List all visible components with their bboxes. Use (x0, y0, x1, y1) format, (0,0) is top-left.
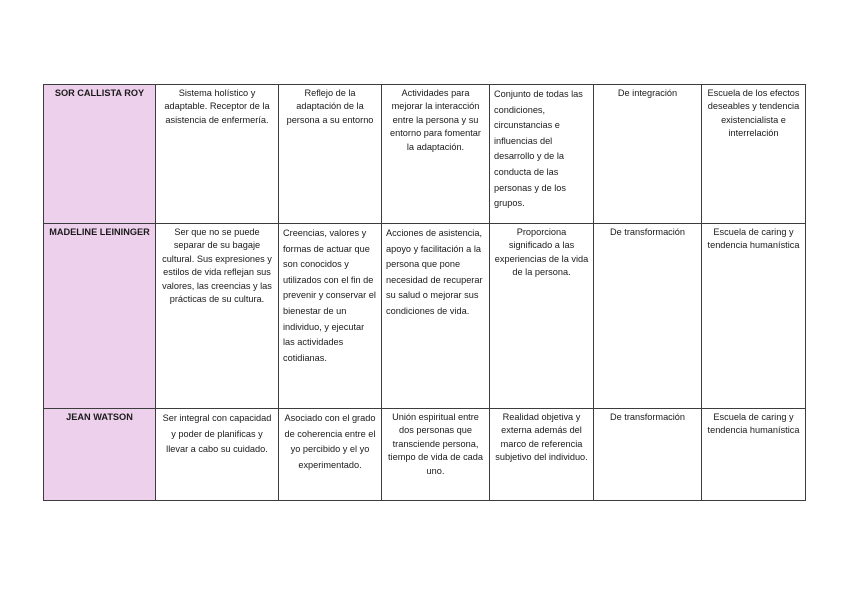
table-cell-persona: Sistema holístico y adaptable. Receptor de la asistencia de enfermería. (156, 85, 279, 224)
table-cell-escuela: Escuela de los efectos deseables y tendencia existencialista e interrelación (702, 85, 806, 224)
table-cell-cuidado: Unión espiritual entre dos personas que transciende persona, tiempo de vida de cada uno. (382, 409, 490, 501)
theorist-name-cell: SOR CALLISTA ROY (44, 85, 156, 224)
table-cell-escuela: Escuela de caring y tendencia humanística (702, 409, 806, 501)
table-cell-persona: Ser integral con capacidad y poder de planificas y llevar a cabo su cuidado. (156, 409, 279, 501)
table-cell-paradigma: De transformación (594, 409, 702, 501)
nursing-theories-table (43, 84, 806, 501)
theorist-name-cell: JEAN WATSON (44, 409, 156, 501)
table-cell-salud: Asociado con el grado de coherencia entre el yo percibido y el yo experimentado. (279, 409, 382, 501)
table-cell-escuela: Escuela de caring y tendencia humanística (702, 224, 806, 409)
table-row (44, 409, 806, 501)
table-cell-persona: Ser que no se puede separar de su bagaje cultural. Sus expresiones y estilos de vida reflejan sus valores, las creencias y las prácticas de su cultura. (156, 224, 279, 409)
table-cell-salud: Creencias, valores y formas de actuar que son conocidos y utilizados con el fin de prevenir y conservar el bienestar de un individuo, y ejecutar las actividades cotidianas. (279, 224, 382, 409)
table-cell-entorno: Conjunto de todas las condiciones, circunstancias e influencias del desarrollo y de la conducta de las personas y de los grupos. (490, 85, 594, 224)
theorist-name-cell: MADELINE LEININGER (44, 224, 156, 409)
table-row (44, 224, 806, 409)
table-cell-entorno: Proporciona significado a las experiencias de la vida de la persona. (490, 224, 594, 409)
table-cell-paradigma: De integración (594, 85, 702, 224)
table-cell-cuidado: Acciones de asistencia, apoyo y facilitación a la persona que pone necesidad de recuperar su salud o mejorar sus condiciones de vida. (382, 224, 490, 409)
table-cell-paradigma: De transformación (594, 224, 702, 409)
table-cell-salud: Reflejo de la adaptación de la persona a su entorno (279, 85, 382, 224)
table-cell-cuidado: Actividades para mejorar la interacción entre la persona y su entorno para fomentar la adaptación. (382, 85, 490, 224)
table-cell-entorno: Realidad objetiva y externa además del marco de referencia subjetivo del individuo. (490, 409, 594, 501)
table-row (44, 85, 806, 224)
